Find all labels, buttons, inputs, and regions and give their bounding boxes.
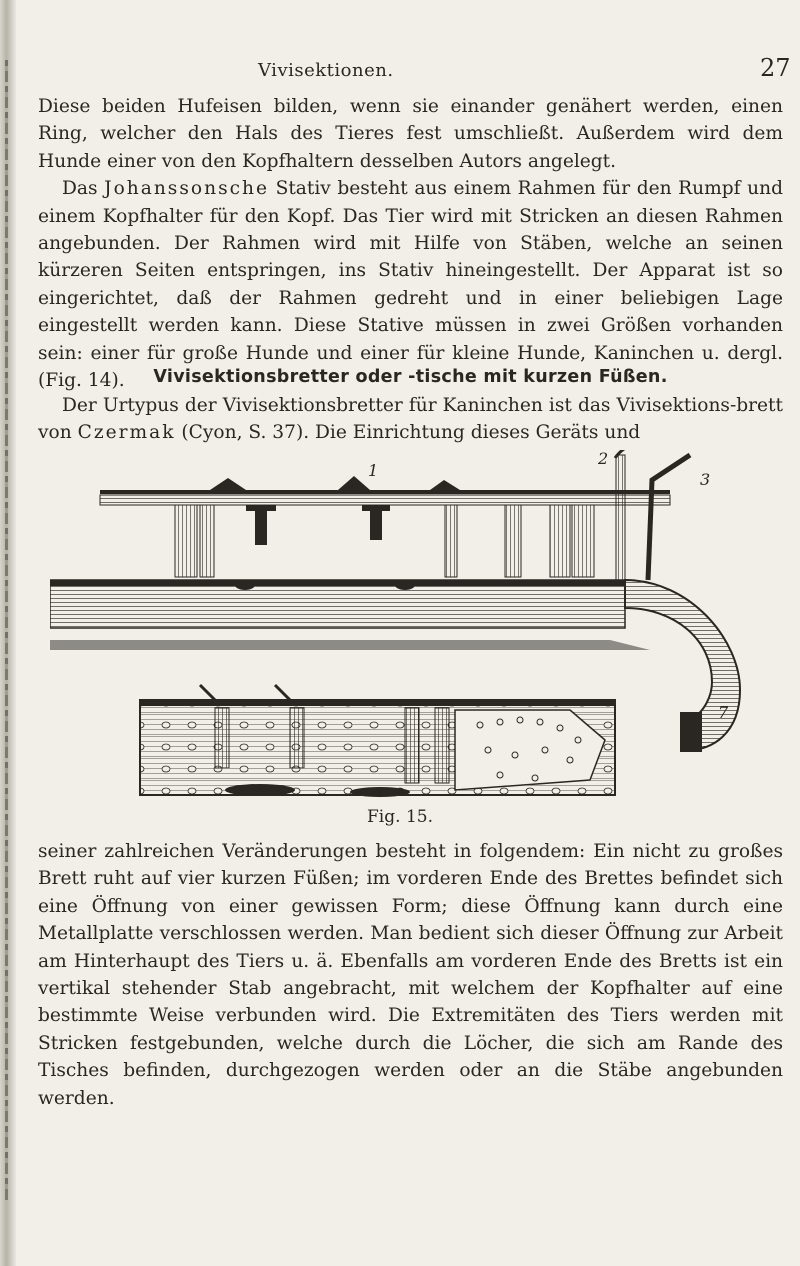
paragraph-tail: (Cyon, S. 37). Die Einrichtung dieses Geräts und: [175, 422, 641, 444]
paragraph-hufeisen: Diese beiden Hufeisen bilden, wenn sie einander genähert werden, einen Ring, welcher den Hals des Tieres fest umschließt. Außerdem wird dem Hunde einer von den Kopfhaltern desselben Autors angelegt.: [38, 96, 783, 172]
author-name-czermak: Czermak: [77, 422, 176, 444]
paragraph-lead: Das: [62, 178, 105, 200]
section-heading: Vivisektionsbretter oder -tische mit kurzen Füßen.: [153, 367, 668, 387]
paragraph-johansson-stativ: [38, 175, 783, 394]
figure-label-2: 2: [598, 450, 609, 468]
running-title: Vivisektionen.: [258, 60, 394, 81]
figure-label-7: 7: [718, 703, 729, 722]
page-number: 27: [760, 54, 791, 82]
vivisection-board-engraving: [50, 450, 770, 805]
figure-vivisection-board: [50, 450, 770, 805]
text-block-top: [38, 93, 783, 394]
figure-caption: Fig. 15.: [367, 807, 433, 827]
paragraph-intro: Der Urtypus der Vivisektionsbretter für Kaninchen ist das Vivisektions-brett von: [38, 395, 783, 444]
running-head: [0, 54, 800, 88]
paragraph-body: Stativ besteht aus einem Rahmen für den Rumpf und einem Kopfhalter für den Kopf. Das Tier wird mit Stricken an diesen Rahmen angebunden. Der Rahmen wird mit Hilfe von Stäben, welche an seinen kürzeren Seiten entspringen, ins Stativ hineingestellt. Der Apparat ist so eingerichtet, daß der Rahmen gedreht und in einer beliebigen Lage eingestellt werden kann. Diese Stative müssen in zwei Größen vorhanden sein: einer für große Hunde und einer für kleine Hunde, Kaninchen u. dergl. (Fig. 14).: [38, 178, 783, 392]
figure-label-1: 1: [368, 461, 379, 480]
figure-label-3: 3: [700, 470, 711, 489]
book-spine-edge: [0, 0, 16, 1266]
paragraph-veraenderungen: seiner zahlreichen Veränderungen besteht in folgendem: Ein nicht zu großes Brett ruht auf vier kurzen Füßen; im vorderen Ende des Brettes befindet sich eine Öffnung von einer gewissen Form; diese Öffnung kann durch eine Metallplatte verschlossen werden. Man bedient sich dieser Öffnung zur Arbeit am Hinterhaupt des Tiers u. ä. Ebenfalls am vorderen Ende des Bretts ist ein vertikal stehender Stab angebracht, mit welchem der Kopfhalter auf eine bestimmte Weise verbunden wird. Die Extremitäten des Tiers werden mit Stricken festgebunden, welche durch die Löcher, die sich am Rande des Tisches befinden, durchgezogen werden oder an die Stäbe angebunden werden.: [38, 841, 783, 1109]
author-name-johansson: Johanssonsche: [104, 178, 269, 200]
paragraph-urtypus: [38, 392, 783, 447]
